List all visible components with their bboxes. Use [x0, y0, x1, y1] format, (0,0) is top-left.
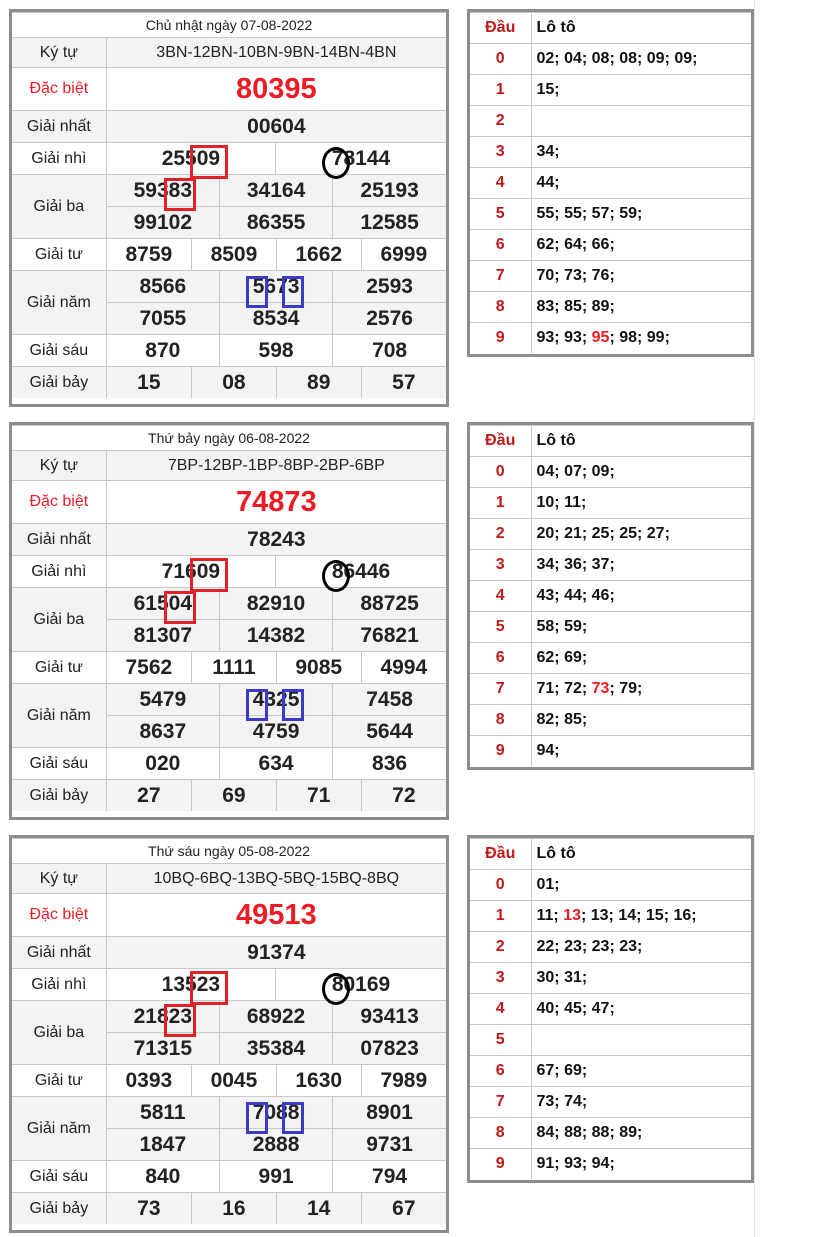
page-divider [754, 0, 755, 1237]
prize-number: 15 [107, 367, 192, 398]
fourth-prize-row [106, 652, 446, 684]
prize-number: 80169 [276, 969, 446, 1001]
loto-numbers [531, 581, 751, 612]
prize-number: 82910 [219, 588, 332, 620]
prize-number: 5673 [219, 271, 332, 303]
dau-digit: 3 [470, 963, 531, 994]
prize-number: 16 [192, 1193, 277, 1224]
dau-digit: 9 [470, 736, 531, 767]
loto-row [470, 199, 751, 230]
prize-number: 93413 [333, 1001, 446, 1033]
loto-row [470, 705, 751, 736]
draw-date: Thứ sáu ngày 05-08-2022 [12, 839, 446, 864]
ky-tu-code: 3BN-12BN-10BN-9BN-14BN-4BN [106, 38, 446, 68]
loto-row [470, 261, 751, 292]
loto-row [470, 488, 751, 519]
loto-row [470, 612, 751, 643]
prize-label: Ký tự [12, 864, 106, 894]
dau-digit: 3 [470, 550, 531, 581]
loto-segment: 83; 85; 89; [536, 298, 615, 315]
prize-number: 6999 [361, 239, 446, 270]
loto-row [470, 230, 751, 261]
loto-numbers [531, 106, 751, 137]
prize-number: 57 [361, 367, 446, 398]
dau-digit: 1 [470, 901, 531, 932]
loto-segment: 44; [536, 174, 560, 191]
loto-numbers [531, 901, 751, 932]
prize-number: 2576 [333, 303, 446, 335]
prize-number: 14 [276, 1193, 361, 1224]
dau-digit: 5 [470, 612, 531, 643]
prize-number: 59383 [106, 175, 219, 207]
loto-numbers [531, 168, 751, 199]
special-loto-number: 73 [591, 680, 610, 697]
loto-numbers [531, 44, 751, 75]
prize-number: 5644 [333, 716, 446, 748]
prize-number: 8509 [192, 239, 277, 270]
loto-numbers [531, 323, 751, 354]
prize-label: Giải nhất [12, 111, 106, 143]
prize-label: Giải năm [12, 271, 106, 335]
first-prize-number: 78243 [106, 524, 446, 556]
loto-header: Lô tô [531, 839, 751, 870]
loto-row [470, 137, 751, 168]
loto-segment: 04; 07; 09; [536, 463, 615, 480]
loto-row [470, 519, 751, 550]
loto-numbers [531, 1025, 751, 1056]
loto-numbers [531, 1056, 751, 1087]
special-loto-number: 13 [563, 907, 581, 924]
prize-number: 14382 [219, 620, 332, 652]
dau-digit: 3 [470, 137, 531, 168]
loto-segment: 34; [536, 143, 560, 160]
loto-table [467, 422, 754, 770]
prize-number: 020 [106, 748, 219, 780]
loto-numbers [531, 994, 751, 1025]
prize-number: 9731 [333, 1129, 446, 1161]
dau-digit: 1 [470, 488, 531, 519]
loto-row [470, 581, 751, 612]
prize-label: Ký tự [12, 38, 106, 68]
prize-number: 7088 [219, 1097, 332, 1129]
loto-row [470, 292, 751, 323]
loto-segment: 43; 44; 46; [536, 587, 615, 604]
loto-numbers [531, 705, 751, 736]
prize-label: Đặc biệt [12, 481, 106, 524]
prize-number: 81307 [106, 620, 219, 652]
loto-segment: 91; 93; 94; [536, 1155, 615, 1172]
prize-label: Giải ba [12, 588, 106, 652]
seventh-prize-row [106, 1193, 446, 1225]
prize-number: 8901 [333, 1097, 446, 1129]
loto-numbers [531, 550, 751, 581]
dau-digit: 4 [470, 994, 531, 1025]
loto-segment: 22; 23; 23; 23; [536, 938, 643, 955]
prize-number: 1111 [192, 652, 277, 683]
prize-label: Giải nhì [12, 969, 106, 1001]
loto-segment: 84; 88; 88; 89; [536, 1124, 643, 1141]
loto-numbers [531, 612, 751, 643]
loto-numbers [531, 643, 751, 674]
dau-digit: 8 [470, 705, 531, 736]
prize-number: 634 [219, 748, 332, 780]
prize-number: 2593 [333, 271, 446, 303]
prize-number: 7989 [361, 1065, 446, 1096]
prize-label: Ký tự [12, 451, 106, 481]
prize-number: 86355 [219, 207, 332, 239]
loto-numbers [531, 674, 751, 705]
prize-number: 794 [333, 1161, 446, 1193]
prize-number: 598 [219, 335, 332, 367]
dau-digit: 6 [470, 643, 531, 674]
results-table [9, 422, 449, 820]
loto-row [470, 457, 751, 488]
loto-numbers [531, 963, 751, 994]
loto-row [470, 643, 751, 674]
prize-number: 67 [361, 1193, 446, 1224]
loto-header: Lô tô [531, 426, 751, 457]
loto-numbers [531, 457, 751, 488]
special-prize-number: 74873 [106, 481, 446, 524]
loto-row [470, 1056, 751, 1087]
loto-segment: ; 98; 99; [609, 329, 670, 346]
prize-label: Giải sáu [12, 335, 106, 367]
loto-segment: 11; [536, 907, 564, 924]
loto-row [470, 550, 751, 581]
prize-number: 8566 [106, 271, 219, 303]
prize-label: Giải năm [12, 684, 106, 748]
dau-header: Đầu [470, 426, 531, 457]
loto-row [470, 963, 751, 994]
loto-segment: 70; 73; 76; [536, 267, 615, 284]
loto-row [470, 106, 751, 137]
loto-segment: 73; 74; [536, 1093, 588, 1110]
ky-tu-code: 7BP-12BP-1BP-8BP-2BP-6BP [106, 451, 446, 481]
loto-row [470, 1087, 751, 1118]
first-prize-number: 00604 [106, 111, 446, 143]
prize-label: Giải năm [12, 1097, 106, 1161]
special-prize-number: 80395 [106, 68, 446, 111]
loto-row [470, 994, 751, 1025]
prize-number: 25509 [106, 143, 275, 175]
prize-label: Đặc biệt [12, 894, 106, 937]
prize-number: 2888 [219, 1129, 332, 1161]
loto-table [467, 835, 754, 1183]
prize-label: Giải tư [12, 239, 106, 271]
dau-digit: 7 [470, 1087, 531, 1118]
prize-number: 68922 [219, 1001, 332, 1033]
dau-digit: 8 [470, 292, 531, 323]
prize-number: 89 [276, 367, 361, 398]
loto-numbers [531, 488, 751, 519]
ky-tu-code: 10BQ-6BQ-13BQ-5BQ-15BQ-8BQ [106, 864, 446, 894]
prize-number: 5811 [106, 1097, 219, 1129]
prize-label: Giải sáu [12, 748, 106, 780]
loto-segment: 01; [536, 876, 560, 893]
special-prize-number: 49513 [106, 894, 446, 937]
loto-segment: 34; 36; 37; [536, 556, 615, 573]
loto-numbers [531, 261, 751, 292]
loto-row [470, 44, 751, 75]
day-block [9, 9, 754, 407]
prize-number: 8759 [125, 242, 173, 266]
loto-segment: 93; 93; [536, 329, 592, 346]
prize-label: Giải ba [12, 175, 106, 239]
loto-segment: 55; 55; 57; 59; [536, 205, 643, 222]
loto-numbers [531, 932, 751, 963]
results-table [9, 835, 449, 1233]
prize-number: 4325 [219, 684, 332, 716]
first-prize-number: 91374 [106, 937, 446, 969]
prize-number: 88725 [333, 588, 446, 620]
dau-digit: 4 [470, 581, 531, 612]
prize-number: 71 [276, 780, 361, 811]
prize-label: Giải bảy [12, 1193, 106, 1225]
dau-digit: 8 [470, 1118, 531, 1149]
loto-row [470, 736, 751, 767]
loto-segment: ; 13; 14; 15; 16; [580, 907, 697, 924]
prize-number: 99102 [106, 207, 219, 239]
prize-number: 1847 [106, 1129, 219, 1161]
dau-digit: 0 [470, 44, 531, 75]
loto-segment: 62; 69; [536, 649, 588, 666]
prize-label: Giải nhì [12, 143, 106, 175]
seventh-prize-row [106, 367, 446, 399]
prize-label: Giải nhất [12, 937, 106, 969]
prize-number: 86446 [276, 556, 446, 588]
prize-number: 0045 [192, 1065, 277, 1096]
loto-segment: 94; [536, 742, 560, 759]
loto-numbers [531, 199, 751, 230]
dau-digit: 2 [470, 106, 531, 137]
day-block [9, 835, 754, 1233]
prize-number: 5479 [106, 684, 219, 716]
dau-digit: 7 [470, 674, 531, 705]
loto-segment: 15; [536, 81, 560, 98]
loto-segment: ; 79; [609, 680, 643, 697]
prize-number: 0393 [125, 1068, 173, 1092]
fourth-prize-row [106, 1065, 446, 1097]
prize-number: 4759 [219, 716, 332, 748]
prize-number: 7458 [333, 684, 446, 716]
fourth-prize-row [106, 239, 446, 271]
prize-number: 7055 [106, 303, 219, 335]
draw-date: Chủ nhật ngày 07-08-2022 [12, 13, 446, 38]
dau-header: Đầu [470, 13, 531, 44]
prize-label: Giải tư [12, 652, 106, 684]
prize-label: Giải ba [12, 1001, 106, 1065]
prize-number: 1662 [276, 239, 361, 270]
loto-segment: 67; 69; [536, 1062, 588, 1079]
prize-number: 870 [106, 335, 219, 367]
loto-numbers [531, 1087, 751, 1118]
prize-label: Đặc biệt [12, 68, 106, 111]
dau-digit: 9 [470, 323, 531, 354]
results-table [9, 9, 449, 407]
prize-number: 13523 [106, 969, 275, 1001]
dau-digit: 0 [470, 457, 531, 488]
prize-number: 08 [192, 367, 277, 398]
prize-number: 71315 [106, 1033, 219, 1065]
prize-label: Giải nhất [12, 524, 106, 556]
dau-digit: 6 [470, 230, 531, 261]
prize-number: 78144 [276, 143, 446, 175]
loto-numbers [531, 137, 751, 168]
prize-number: 27 [107, 780, 192, 811]
loto-row [470, 75, 751, 106]
loto-row [470, 901, 751, 932]
dau-digit: 9 [470, 1149, 531, 1180]
dau-digit: 6 [470, 1056, 531, 1087]
loto-segment: 58; 59; [536, 618, 588, 635]
loto-row [470, 168, 751, 199]
prize-number: 1630 [276, 1065, 361, 1096]
prize-number: 21823 [106, 1001, 219, 1033]
prize-number: 8534 [219, 303, 332, 335]
loto-row [470, 932, 751, 963]
dau-digit: 4 [470, 168, 531, 199]
dau-digit: 2 [470, 932, 531, 963]
prize-number: 73 [107, 1193, 192, 1224]
prize-label: Giải bảy [12, 367, 106, 399]
prize-label: Giải nhì [12, 556, 106, 588]
loto-segment: 30; 31; [536, 969, 588, 986]
loto-numbers [531, 1149, 751, 1180]
loto-row [470, 674, 751, 705]
loto-row [470, 1149, 751, 1180]
prize-label: Giải tư [12, 1065, 106, 1097]
dau-digit: 1 [470, 75, 531, 106]
prize-number: 07823 [333, 1033, 446, 1065]
loto-numbers [531, 230, 751, 261]
prize-number: 836 [333, 748, 446, 780]
prize-number: 9085 [276, 652, 361, 683]
prize-number: 35384 [219, 1033, 332, 1065]
prize-number: 71609 [106, 556, 275, 588]
loto-segment: 62; 64; 66; [536, 236, 615, 253]
dau-digit: 5 [470, 199, 531, 230]
prize-number: 61504 [106, 588, 219, 620]
loto-row [470, 1025, 751, 1056]
special-loto-number: 95 [591, 329, 610, 346]
prize-number: 69 [192, 780, 277, 811]
loto-header: Lô tô [531, 13, 751, 44]
dau-header: Đầu [470, 839, 531, 870]
loto-numbers [531, 870, 751, 901]
loto-row [470, 1118, 751, 1149]
loto-table [467, 9, 754, 357]
loto-numbers [531, 1118, 751, 1149]
prize-number: 4994 [361, 652, 446, 683]
dau-digit: 2 [470, 519, 531, 550]
prize-number: 76821 [333, 620, 446, 652]
loto-row [470, 870, 751, 901]
prize-number: 7562 [125, 655, 173, 679]
loto-segment: 82; 85; [536, 711, 588, 728]
dau-digit: 5 [470, 1025, 531, 1056]
loto-numbers [531, 519, 751, 550]
loto-segment: 71; 72; [536, 680, 592, 697]
prize-number: 8637 [106, 716, 219, 748]
prize-number: 991 [219, 1161, 332, 1193]
draw-date: Thứ bảy ngày 06-08-2022 [12, 426, 446, 451]
loto-segment: 02; 04; 08; 08; 09; 09; [536, 50, 698, 67]
loto-numbers [531, 736, 751, 767]
prize-number: 72 [361, 780, 446, 811]
prize-number: 12585 [333, 207, 446, 239]
day-block [9, 422, 754, 820]
dau-digit: 0 [470, 870, 531, 901]
loto-numbers [531, 75, 751, 106]
prize-label: Giải bảy [12, 780, 106, 812]
loto-segment: 10; 11; [536, 494, 587, 511]
loto-row [470, 323, 751, 354]
prize-label: Giải sáu [12, 1161, 106, 1193]
dau-digit: 7 [470, 261, 531, 292]
prize-number: 840 [106, 1161, 219, 1193]
seventh-prize-row [106, 780, 446, 812]
prize-number: 708 [333, 335, 446, 367]
prize-number: 25193 [333, 175, 446, 207]
loto-segment: 40; 45; 47; [536, 1000, 615, 1017]
prize-number: 34164 [219, 175, 332, 207]
loto-segment: 20; 21; 25; 25; 27; [536, 525, 670, 542]
loto-numbers [531, 292, 751, 323]
